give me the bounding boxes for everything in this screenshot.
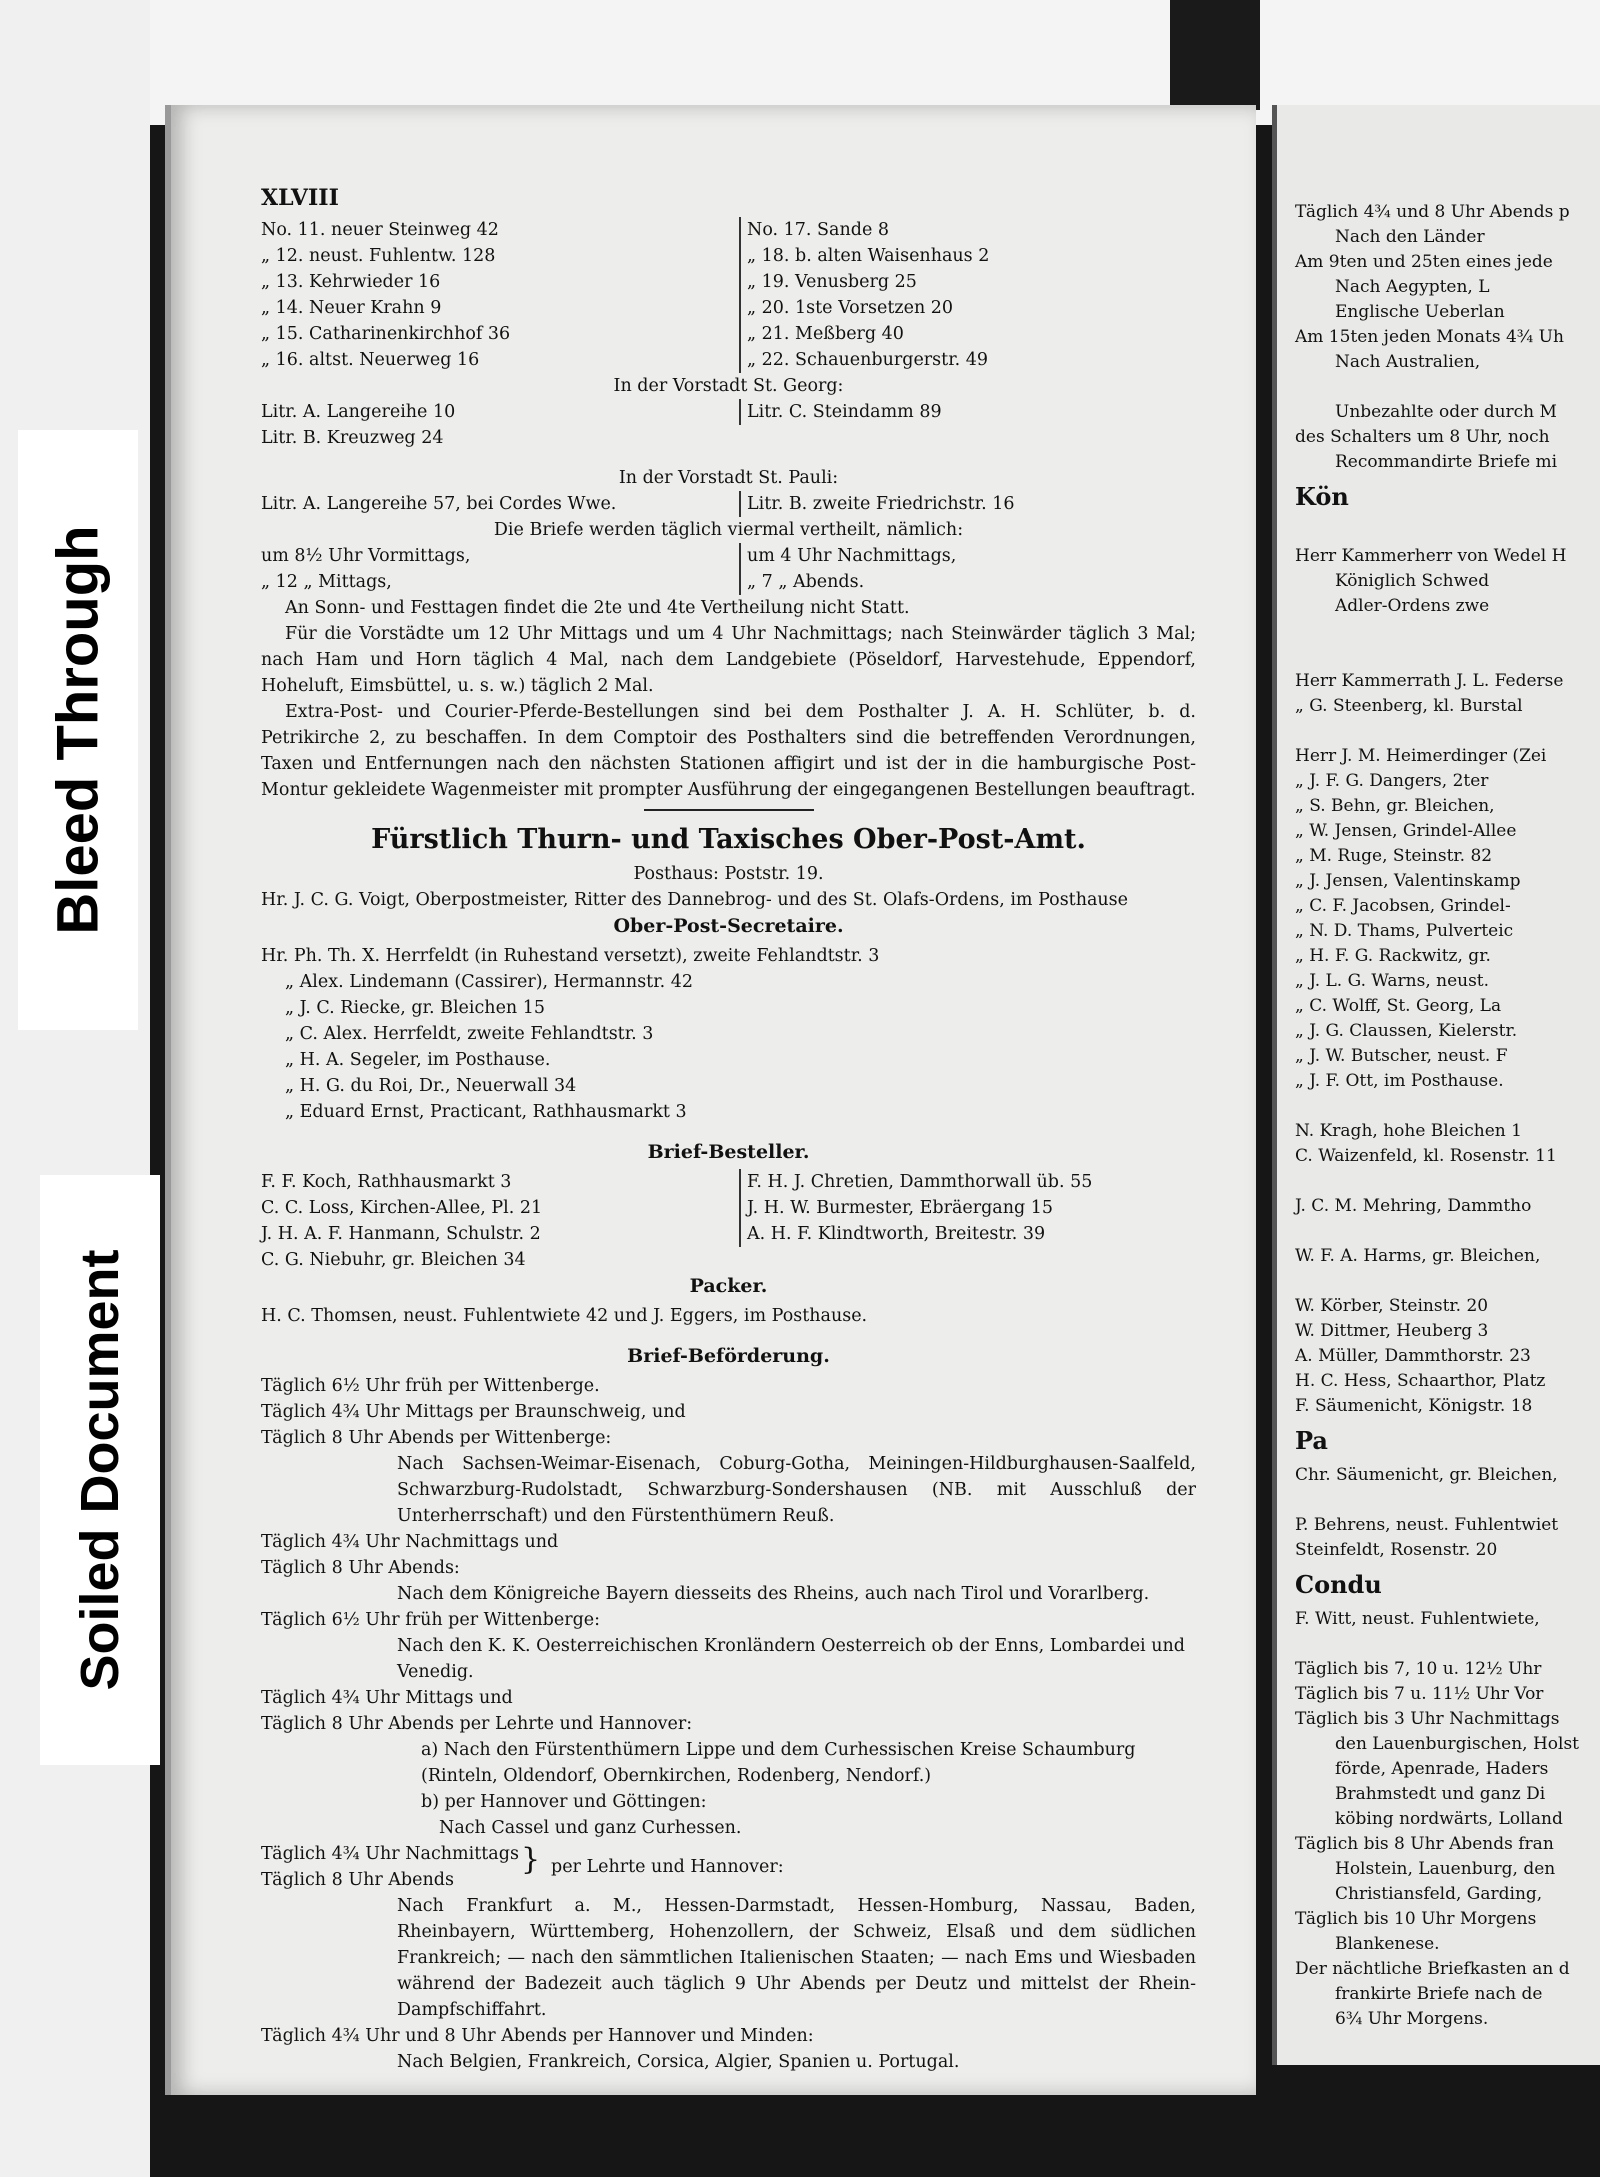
adjacent-line: „ C. Wolff, St. Georg, La bbox=[1295, 996, 1502, 1016]
adjacent-line: „ N. D. Thams, Pulverteic bbox=[1295, 921, 1514, 941]
adjacent-line: Condu bbox=[1295, 1570, 1382, 1599]
destination: Nach Frankfurt a. M., Hessen-Darmstadt, Hessen-Homburg, Nassau, Baden, Rheinbayern, Württemberg, Hohenzollern, der Schweiz, Elsaß und dem südlichen Frankreich; — nach den sämmtlichen Italienischen Staaten; — nach Ems und Wiesbaden während der Badezeit auch täglich 9 Uhr Abends per Deutz und mittelst der Rhein-Dampfschiffahrt. bbox=[397, 1896, 1196, 2020]
adjacent-line: Nach Australien, bbox=[1335, 352, 1481, 372]
adjacent-line: Unbezahlte oder durch M bbox=[1335, 402, 1557, 422]
schedule-line: Täglich 8 Uhr Abends bbox=[261, 1870, 454, 1890]
destination-a: a) Nach den Fürstenthümern Lippe und dem Curhessischen Kreise Schaumburg (Rinteln, Oldendorf, Obernkirchen, Rodenberg, Nendorf.) bbox=[421, 1740, 1136, 1786]
st-georg-left: Litr. A. Langereihe 10 bbox=[261, 402, 456, 422]
schedule-line: Täglich 4¾ Uhr und 8 Uhr Abends per Hannover und Minden: bbox=[261, 2026, 814, 2046]
besteller-heading: Brief-Besteller. bbox=[647, 1141, 810, 1163]
street-left: „ 12. neust. Fuhlentw. 128 bbox=[261, 246, 496, 266]
adjacent-line bbox=[1295, 1488, 1579, 1513]
adjacent-line: W. F. A. Harms, gr. Bleichen, bbox=[1295, 1246, 1541, 1266]
schedule-line: Täglich 8 Uhr Abends per Lehrte und Hannover: bbox=[261, 1714, 693, 1734]
secretaire-item: Hr. Ph. Th. X. Herrfeldt (in Ruhestand versetzt), zweite Fehlandtstr. 3 bbox=[261, 946, 880, 966]
secretaire-item: „ C. Alex. Herrfeldt, zweite Fehlandtstr. 3 bbox=[285, 1024, 654, 1044]
adjacent-line: „ J. W. Butscher, neust. F bbox=[1295, 1046, 1508, 1066]
schedule-line: Täglich 4¾ Uhr Nachmittags und bbox=[261, 1532, 559, 1552]
street-right: „ 22. Schauenburgerstr. 49 bbox=[739, 347, 988, 373]
schedule-line: Täglich 4¾ Uhr Mittags per Braunschweig, und bbox=[261, 1402, 686, 1422]
besteller-left: C. G. Niebuhr, gr. Bleichen 34 bbox=[261, 1250, 526, 1270]
soiled-document-label: Soiled Document bbox=[40, 1175, 160, 1765]
adjacent-line: Täglich bis 3 Uhr Nachmittags bbox=[1295, 1709, 1560, 1729]
adjacent-line: Täglich bis 7 u. 11½ Uhr Vor bbox=[1295, 1684, 1544, 1704]
background-left bbox=[0, 0, 150, 2177]
adjacent-line: „ M. Ruge, Steinstr. 82 bbox=[1295, 846, 1493, 866]
packer-text: H. C. Thomsen, neust. Fuhlentwiete 42 und J. Eggers, im Posthause. bbox=[261, 1306, 868, 1326]
st-georg-right: Litr. C. Steindamm 89 bbox=[739, 399, 942, 425]
adjacent-line: Am 15ten jeden Monats 4¾ Uh bbox=[1295, 327, 1564, 347]
adjacent-line: Englische Ueberlan bbox=[1335, 302, 1505, 322]
street-left: „ 16. altst. Neuerweg 16 bbox=[261, 350, 480, 370]
page-content bbox=[261, 185, 1196, 2075]
adjacent-line: Täglich 4¾ und 8 Uhr Abends p bbox=[1295, 202, 1570, 222]
adjacent-line: Chr. Säumenicht, gr. Bleichen, bbox=[1295, 1465, 1558, 1485]
besteller-left: J. H. A. F. Hanmann, Schulstr. 2 bbox=[261, 1224, 541, 1244]
schedule-line: Täglich 6½ Uhr früh per Wittenberge: bbox=[261, 1610, 601, 1630]
adjacent-line: Täglich bis 8 Uhr Abends fran bbox=[1295, 1834, 1554, 1854]
schedule-line: Täglich 8 Uhr Abends per Wittenberge: bbox=[261, 1428, 612, 1448]
adjacent-line: Nach den Länder bbox=[1335, 227, 1485, 247]
delivery-time: „ 12 „ Mittags, bbox=[261, 572, 392, 592]
st-pauli-left: Litr. A. Langereihe 57, bei Cordes Wwe. bbox=[261, 494, 617, 514]
delivery-time: „ 7 „ Abends. bbox=[739, 569, 864, 595]
adjacent-line: „ J. G. Claussen, Kielerstr. bbox=[1295, 1021, 1518, 1041]
street-right: „ 19. Venusberg 25 bbox=[739, 269, 917, 295]
brace-icon: } bbox=[521, 1842, 541, 1877]
adjacent-line: Christiansfeld, Garding, bbox=[1335, 1884, 1543, 1904]
street-right: „ 18. b. alten Waisenhaus 2 bbox=[739, 243, 989, 269]
adjacent-line: Täglich bis 10 Uhr Morgens bbox=[1295, 1909, 1537, 1929]
adjacent-line bbox=[1295, 1269, 1579, 1294]
paragraph: An Sonn- und Festtagen findet die 2te und 4te Vertheilung nicht Statt. bbox=[285, 598, 910, 618]
besteller-right: A. H. F. Klindtworth, Breitestr. 39 bbox=[739, 1221, 1045, 1247]
adjacent-line bbox=[1295, 1219, 1579, 1244]
divider bbox=[644, 809, 814, 811]
adjacent-line: förde, Apenrade, Haders bbox=[1335, 1759, 1549, 1779]
schedule-line: Täglich 6½ Uhr früh per Wittenberge. bbox=[261, 1376, 600, 1396]
adjacent-line bbox=[1295, 619, 1579, 644]
adjacent-line: „ G. Steenberg, kl. Burstal bbox=[1295, 696, 1523, 716]
street-left: „ 15. Catharinenkirchhof 36 bbox=[261, 324, 511, 344]
street-right: „ 20. 1ste Vorsetzen 20 bbox=[739, 295, 953, 321]
delivery-note: Die Briefe werden täglich viermal vertheilt, nämlich: bbox=[493, 520, 964, 540]
adjacent-line bbox=[1295, 1632, 1579, 1657]
adjacent-line bbox=[1295, 519, 1579, 544]
adjacent-line: „ J. F. Ott, im Posthause. bbox=[1295, 1071, 1504, 1091]
street-left: „ 14. Neuer Krahn 9 bbox=[261, 298, 442, 318]
adjacent-line: F. Säumenicht, Königstr. 18 bbox=[1295, 1396, 1533, 1416]
adjacent-line: „ S. Behn, gr. Bleichen, bbox=[1295, 796, 1495, 816]
delivery-time: um 4 Uhr Nachmittags, bbox=[739, 543, 956, 569]
adjacent-line bbox=[1295, 644, 1579, 669]
adjacent-line: „ C. F. Jacobsen, Grindel- bbox=[1295, 896, 1511, 916]
adjacent-line: Steinfeldt, Rosenstr. 20 bbox=[1295, 1540, 1498, 1560]
adjacent-line: Der nächtliche Briefkasten an d bbox=[1295, 1959, 1570, 1979]
adjacent-line: 6¾ Uhr Morgens. bbox=[1335, 2009, 1489, 2029]
secretaire-heading: Ober-Post-Secretaire. bbox=[613, 915, 844, 937]
besteller-right: J. H. W. Burmester, Ebräergang 15 bbox=[739, 1195, 1053, 1221]
adjacent-line: den Lauenburgischen, Holst bbox=[1335, 1734, 1580, 1754]
paragraph: Extra-Post- und Courier-Pferde-Bestellungen sind bei dem Posthalter J. A. H. Schlüter, b. d. Petrikirche 2, zu beschaffen. In dem Comptoir des Posthalters sind die betreffenden Verordnungen, Taxen und Entfernungen nach den nächsten Stationen affigirt und ist der in die hamburgische Post-Montur gekleidete Wagenmeister mit prompter Ausführung der eingegangenen Bestellungen beauftragt. bbox=[261, 702, 1196, 800]
adjacent-line: A. Müller, Dammthorstr. 23 bbox=[1295, 1346, 1531, 1366]
paragraph: Für die Vorstädte um 12 Uhr Mittags und um 4 Uhr Nachmittags; nach Steinwärder täglich 3 Mal; nach Ham und Horn täglich 4 Mal, nach dem Landgebiete (Pöseldorf, Harvestehude, Eppendorf, Hoheluft, Eimsbüttel, u. s. w.) täglich 2 Mal. bbox=[261, 624, 1196, 696]
adjacent-line: frankirte Briefe nach de bbox=[1335, 1984, 1543, 2004]
schedule-line: Täglich 4¾ Uhr Nachmittags bbox=[261, 1844, 519, 1864]
adjacent-line: „ J. Jensen, Valentinskamp bbox=[1295, 871, 1521, 891]
secretaire-item: „ H. G. du Roi, Dr., Neuerwall 34 bbox=[285, 1076, 577, 1096]
befoerderung-heading: Brief-Beförderung. bbox=[627, 1345, 830, 1367]
adjacent-line: Königlich Schwed bbox=[1335, 571, 1490, 591]
adjacent-line bbox=[1295, 1094, 1579, 1119]
adjacent-line bbox=[1295, 375, 1579, 400]
main-page bbox=[165, 105, 1256, 2095]
besteller-left: F. F. Koch, Rathhausmarkt 3 bbox=[261, 1172, 512, 1192]
adjacent-line: Nach Aegypten, L bbox=[1335, 277, 1490, 297]
schedule-line: Täglich 4¾ Uhr Mittags und bbox=[261, 1688, 513, 1708]
street-right: No. 17. Sande 8 bbox=[739, 217, 889, 243]
adjacent-line: J. C. M. Mehring, Dammtho bbox=[1295, 1196, 1532, 1216]
st-georg-left-2: Litr. B. Kreuzweg 24 bbox=[261, 428, 444, 448]
adjacent-line: „ H. F. G. Rackwitz, gr. bbox=[1295, 946, 1491, 966]
street-right: „ 21. Meßberg 40 bbox=[739, 321, 904, 347]
adjacent-line: N. Kragh, hohe Bleichen 1 bbox=[1295, 1121, 1522, 1141]
besteller-left: C. C. Loss, Kirchen-Allee, Pl. 21 bbox=[261, 1198, 543, 1218]
destination: Nach Sachsen-Weimar-Eisenach, Coburg-Gotha, Meiningen-Hildburghausen-Saalfeld, Schwarzburg-Rudolstadt, Schwarzburg-Sondershausen (NB. mit Ausschluß der Unterherrschaft) und den Fürstenthümern Reuß. bbox=[397, 1454, 1196, 1526]
director: Hr. J. C. G. Voigt, Oberpostmeister, Ritter des Dannebrog- und des St. Olafs-Ordens, im Posthause bbox=[261, 890, 1129, 910]
destination-b2: Nach Cassel und ganz Curhessen. bbox=[439, 1818, 742, 1838]
page-number: XLVIII bbox=[261, 185, 339, 211]
st-georg-heading: In der Vorstadt St. Georg: bbox=[613, 376, 844, 396]
adjacent-line: Brahmstedt und ganz Di bbox=[1335, 1784, 1546, 1804]
adjacent-line: Pa bbox=[1295, 1426, 1328, 1455]
bleed-through-label: Bleed Through bbox=[18, 430, 138, 1030]
office-title: Fürstlich Thurn- und Taxisches Ober-Post-Amt. bbox=[371, 824, 1086, 855]
adjacent-line: köbing nordwärts, Lolland bbox=[1335, 1809, 1563, 1829]
destination: Nach Belgien, Frankreich, Corsica, Algier, Spanien u. Portugal. bbox=[397, 2052, 960, 2072]
adjacent-line: Herr Kammerrath J. L. Federse bbox=[1295, 671, 1564, 691]
secretaire-item: „ H. A. Segeler, im Posthause. bbox=[285, 1050, 551, 1070]
adjacent-line bbox=[1295, 1169, 1579, 1194]
packer-heading: Packer. bbox=[689, 1275, 768, 1297]
delivery-time: um 8½ Uhr Vormittags, bbox=[261, 546, 471, 566]
adjacent-line: Herr J. M. Heimerdinger (Zei bbox=[1295, 746, 1547, 766]
posthaus: Posthaus: Poststr. 19. bbox=[633, 864, 824, 884]
adjacent-line: des Schalters um 8 Uhr, noch bbox=[1295, 427, 1550, 447]
adjacent-page bbox=[1272, 105, 1600, 2065]
adjacent-line: P. Behrens, neust. Fuhlentwiet bbox=[1295, 1515, 1559, 1535]
adjacent-line: Blankenese. bbox=[1335, 1934, 1440, 1954]
besteller-right: F. H. J. Chretien, Dammthorwall üb. 55 bbox=[739, 1169, 1092, 1195]
adjacent-line: Recommandirte Briefe mi bbox=[1335, 452, 1558, 472]
adjacent-line: „ J. F. G. Dangers, 2ter bbox=[1295, 771, 1489, 791]
adjacent-line: Adler-Ordens zwe bbox=[1335, 596, 1490, 616]
brace-text: per Lehrte und Hannover: bbox=[551, 1857, 784, 1877]
secretaire-item: „ Eduard Ernst, Practicant, Rathhausmarkt 3 bbox=[285, 1102, 687, 1122]
adjacent-line: Holstein, Lauenburg, den bbox=[1335, 1859, 1556, 1879]
adjacent-line: Herr Kammerherr von Wedel H bbox=[1295, 546, 1567, 566]
adjacent-line: Kön bbox=[1295, 482, 1349, 511]
destination: Nach den K. K. Oesterreichischen Kronländern Oesterreich ob der Enns, Lombardei und Venedig. bbox=[397, 1636, 1185, 1682]
destination: Nach dem Königreiche Bayern diesseits des Rheins, auch nach Tirol und Vorarlberg. bbox=[397, 1584, 1150, 1604]
adjacent-page-text bbox=[1295, 200, 1579, 2032]
street-left: „ 13. Kehrwieder 16 bbox=[261, 272, 441, 292]
adjacent-line bbox=[1295, 719, 1579, 744]
adjacent-line: Am 9ten und 25ten eines jede bbox=[1295, 252, 1553, 272]
adjacent-line: W. Dittmer, Heuberg 3 bbox=[1295, 1321, 1489, 1341]
adjacent-line: „ J. L. G. Warns, neust. bbox=[1295, 971, 1490, 991]
secretaire-item: „ Alex. Lindemann (Cassirer), Hermannstr. 42 bbox=[285, 972, 694, 992]
adjacent-line: W. Körber, Steinstr. 20 bbox=[1295, 1296, 1489, 1316]
adjacent-line: H. C. Hess, Schaarthor, Platz bbox=[1295, 1371, 1546, 1391]
destination-b: b) per Hannover und Göttingen: bbox=[421, 1792, 707, 1812]
street-left: No. 11. neuer Steinweg 42 bbox=[261, 220, 499, 240]
dark-binding-strip bbox=[1170, 0, 1260, 110]
adjacent-line: „ W. Jensen, Grindel-Allee bbox=[1295, 821, 1517, 841]
adjacent-line: C. Waizenfeld, kl. Rosenstr. 11 bbox=[1295, 1146, 1557, 1166]
st-pauli-right: Litr. B. zweite Friedrichstr. 16 bbox=[739, 491, 1014, 517]
secretaire-item: „ J. C. Riecke, gr. Bleichen 15 bbox=[285, 998, 546, 1018]
schedule-line: Täglich 8 Uhr Abends: bbox=[261, 1558, 460, 1578]
adjacent-line: F. Witt, neust. Fuhlentwiete, bbox=[1295, 1609, 1540, 1629]
st-pauli-heading: In der Vorstadt St. Pauli: bbox=[618, 468, 839, 488]
adjacent-line: Täglich bis 7, 10 u. 12½ Uhr bbox=[1295, 1659, 1542, 1679]
